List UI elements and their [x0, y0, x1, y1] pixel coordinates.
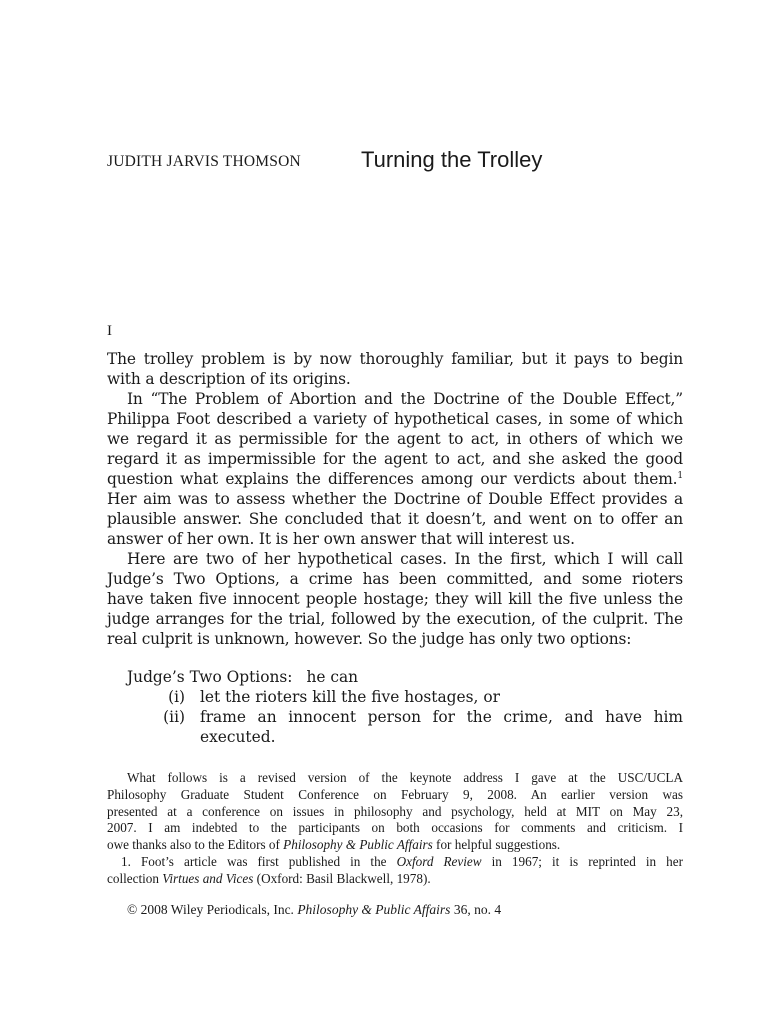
body-line: judge arranges for the trial, followed by the execution, of the culprit. The: [107, 610, 683, 628]
body-line-text: question what explains the differences among our verdicts about them.: [107, 470, 678, 488]
case-lead: he can: [306, 668, 359, 686]
body-text: [107, 349, 683, 649]
author-name: JUDITH JARVIS THOMSON: [107, 153, 301, 170]
body-line: we regard it as permissible for the agent to act, in others of which we: [107, 430, 683, 448]
body-line: with a description of its origins.: [107, 370, 351, 388]
option-text: let the rioters kill the five hostages, or: [200, 688, 500, 706]
option-number: (ii): [163, 708, 185, 726]
acknowledgment-line: What follows is a revised version of the keynote address I gave at the USC/UCLA: [127, 770, 683, 785]
case-name: Judge’s Two Options:: [127, 668, 293, 686]
body-line: have taken five innocent people hostage; they will kill the five unless the: [107, 590, 683, 608]
body-line: regard it as impermissible for the agent to act, and she asked the good: [107, 450, 683, 468]
body-line: Her aim was to assess whether the Doctrine of Double Effect provides a: [107, 490, 683, 508]
section-number: I: [107, 323, 112, 339]
body-line: The trolley problem is by now thoroughly familiar, but it pays to begin: [107, 350, 683, 368]
footnote-1: 1. Foot’s article was first published in the Oxford Review in 1967; it is reprinted in her: [121, 853, 684, 869]
body-line: real culprit is unknown, however. So the judge has only two options:: [107, 630, 632, 648]
copyright-prefix: © 2008 Wiley Periodicals, Inc.: [127, 902, 298, 917]
acknowledgment-line: presented at a conference on issues in philosophy and psychology, held at MIT on May 23,: [107, 803, 683, 819]
option-number: (i): [168, 688, 185, 706]
acknowledgment-line: owe thanks also to the Editors of Philosophy & Public Affairs for helpful suggestions.: [107, 837, 561, 853]
case-option: [107, 707, 683, 727]
body-line: [107, 469, 683, 489]
case-option-continuation: [107, 727, 683, 747]
footnotes: [107, 770, 683, 888]
body-line: answer of her own. It is her own answer that will interest us.: [107, 530, 575, 548]
copyright-journal: Philosophy & Public Affairs: [297, 902, 451, 917]
footnote-marker: 1.: [121, 853, 131, 869]
book-title-italic: Virtues and Vices: [162, 870, 254, 886]
journal-name-italic: Philosophy & Public Affairs: [283, 837, 433, 853]
case-option: [107, 687, 683, 707]
option-text: frame an innocent person for the crime, and have him: [200, 708, 683, 726]
case-heading: [107, 667, 683, 687]
copyright-suffix: 36, no. 4: [450, 902, 502, 917]
body-line: Philippa Foot described a variety of hypothetical cases, in some of which: [107, 410, 683, 428]
option-text: executed.: [200, 728, 276, 746]
body-line: Judge’s Two Options, a crime has been committed, and some rioters: [107, 570, 683, 588]
body-line: In “The Problem of Abortion and the Doctrine of the Double Effect,”: [127, 390, 683, 408]
article-title: Turning the Trolley: [361, 147, 543, 172]
body-line: Here are two of her hypothetical cases. In the first, which I will call: [127, 550, 683, 568]
copyright-line: [127, 902, 501, 918]
journal-page: [107, 0, 683, 1024]
footnote-reference: 1: [677, 471, 683, 481]
acknowledgment-line: Philosophy Graduate Student Conference on February 9, 2008. An earlier version was: [107, 786, 683, 802]
article-header: [107, 146, 683, 178]
body-line: plausible answer. She concluded that it doesn’t, and went on to offer an: [107, 510, 683, 528]
case-description: [107, 667, 683, 747]
journal-title-italic: Oxford Review: [396, 853, 482, 869]
footnote-1-continuation: collection Virtues and Vices (Oxford: Basil Blackwell, 1978).: [107, 870, 431, 886]
acknowledgment-line: 2007. I am indebted to the participants on both occasions for comments and criticism. I: [107, 820, 683, 836]
